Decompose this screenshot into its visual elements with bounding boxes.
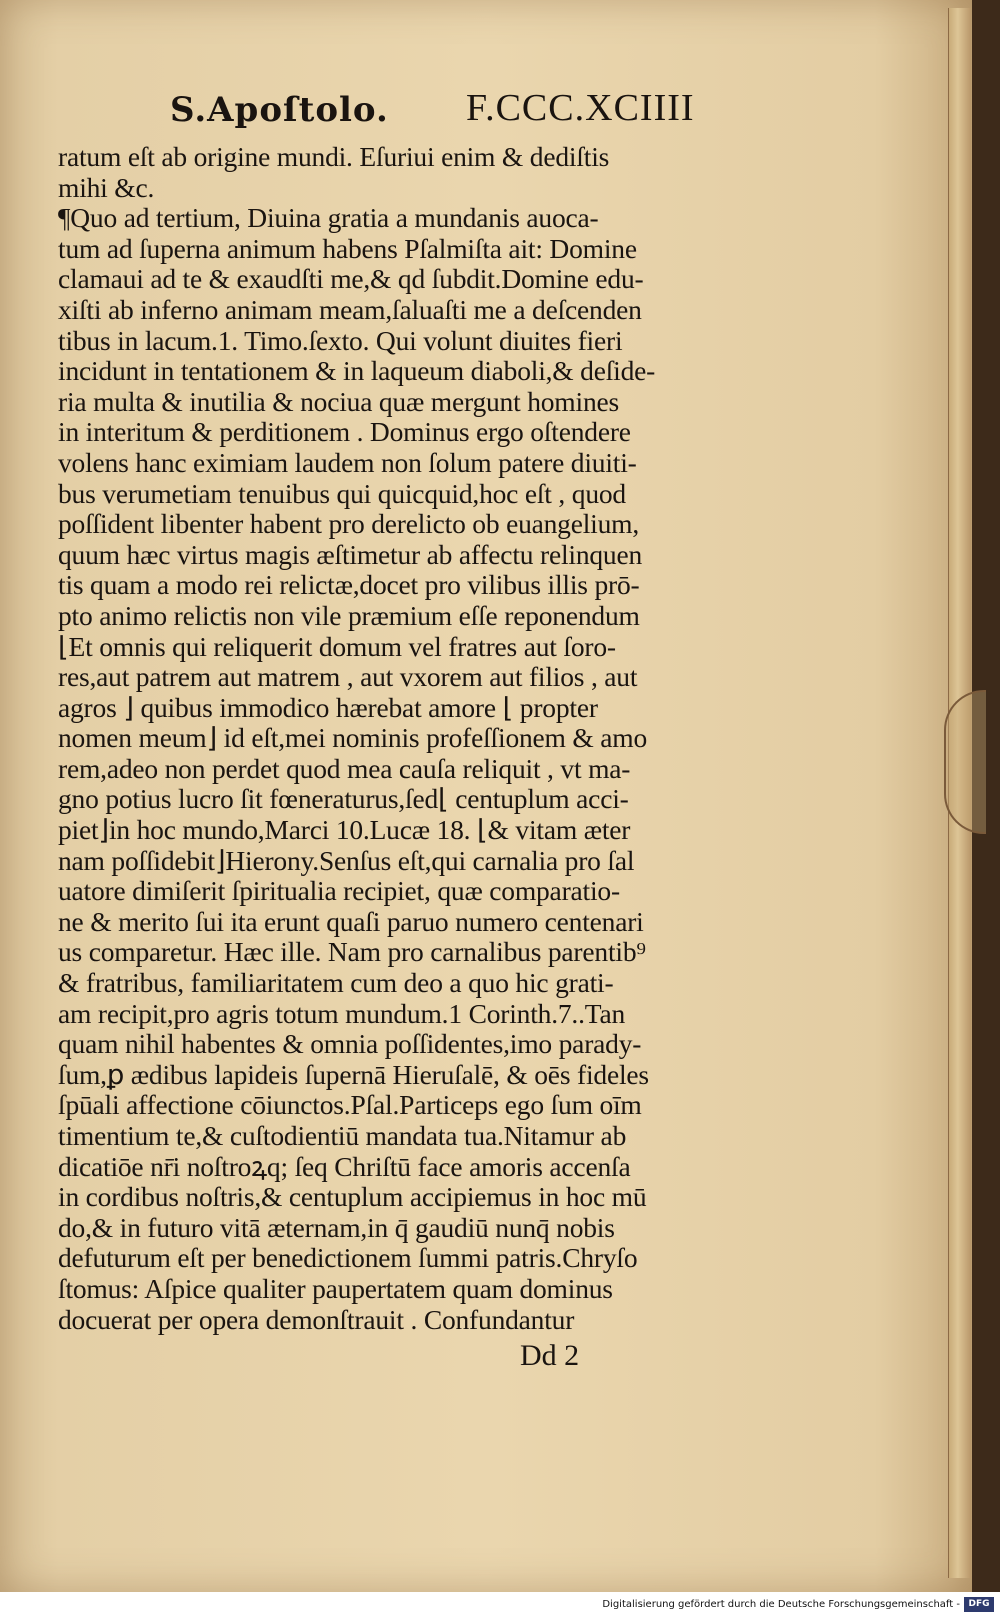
text-line: timentium te,& cuſtodientiū mandata tua.Nitamur ab bbox=[58, 1120, 627, 1151]
text-line: gno potius lucro ſit fœneraturus,ſed⌊ centuplum acci- bbox=[58, 783, 629, 815]
text-line: incidunt in tentationem & in laqueum diaboli,& deſide- bbox=[58, 355, 656, 387]
text-line: pto animo relictis non vile præmium eſſe reponendum bbox=[58, 599, 640, 631]
text-line: volens hanc eximiam laudem non ſolum patere diuiti- bbox=[58, 446, 637, 478]
text-line: quam nihil habentes & omnia poſſidentes,imo parady- bbox=[58, 1028, 642, 1060]
text-line: defuturum eſt per benedictionem ſummi patris.Chryſo bbox=[58, 1242, 638, 1274]
text-line: bus verumetiam tenuibus qui quicquid,hoc eſt , quod bbox=[58, 477, 626, 509]
text-line: ¶Quo ad tertium, Diuina gratia a mundanis auoca- bbox=[58, 202, 599, 234]
text-line: nam poſſidebit⌋Hierony.Senſus eſt,qui carnalia pro ſal bbox=[58, 844, 635, 876]
text-line: tibus in lacum.1. Timo.ſexto. Qui volunt diuites fieri bbox=[58, 324, 623, 356]
text-line: mihi &c. bbox=[58, 171, 155, 203]
text-line: quum hæc virtus magis æſtimetur ab affectu relinquen bbox=[58, 538, 643, 570]
text-line: agros ⌋ quibus immodico hærebat amore ⌊ propter bbox=[58, 691, 598, 723]
text-line: rem,adeo non perdet quod mea cauſa reliquit , vt ma- bbox=[58, 752, 631, 784]
folio-number: F.CCC.XCIIII bbox=[466, 87, 695, 129]
body-text bbox=[58, 142, 738, 1335]
text-line: tis quam a modo rei relictæ,docet pro vilibus illis prō- bbox=[58, 569, 640, 601]
text-line: ria multa & inutilia & nociua quæ mergunt homines bbox=[58, 385, 619, 417]
printed-text-area bbox=[58, 82, 738, 1379]
text-line: res,aut patrem aut matrem , aut vxorem aut filios , aut bbox=[58, 661, 638, 693]
text-line: uatore dimiſerit ſpiritualia recipiet, quæ comparatio- bbox=[58, 875, 620, 907]
text-line: docuerat per opera demonſtrauit . Confundantur bbox=[58, 1303, 575, 1335]
text-line: & fratribus, familiaritatem cum deo a quo hic grati- bbox=[58, 967, 614, 999]
signature-row bbox=[58, 1339, 738, 1379]
text-line: nomen meum⌋ id eſt,mei nominis profeſſionem & amo bbox=[58, 722, 648, 754]
signature-mark: Dd 2 bbox=[520, 1339, 580, 1373]
digitization-footer bbox=[0, 1592, 1000, 1620]
funding-credit: Digitalisierung gefördert durch die Deutsche Forschungsgemeinschaft - bbox=[602, 1599, 960, 1610]
text-line: in interitum & perditionem . Dominus ergo oſtendere bbox=[58, 416, 631, 448]
text-line: tum ad ſuperna animum habens Pſalmiſta ait: Domine bbox=[58, 232, 637, 264]
book-clasp bbox=[944, 690, 986, 834]
running-head-title: S.Apoſtolo. bbox=[170, 90, 389, 130]
text-line: do,& in futuro vitā æternam,in q̄ gaudiū nunq̄ nobis bbox=[58, 1211, 615, 1243]
text-line: poſſident libenter habent pro derelicto ob euangelium, bbox=[58, 508, 640, 540]
dfg-logo: DFG bbox=[964, 1597, 994, 1612]
text-line: ſtomus: Aſpice qualiter paupertatem quam dominus bbox=[58, 1272, 613, 1304]
text-line: clamaui ad te & exaudſti me,& qd ſubdit.Domine edu- bbox=[58, 263, 644, 295]
text-line: am recipit,pro agris totum mundum.1 Corinth.7..Tan bbox=[58, 997, 626, 1029]
text-line: xiſti ab inferno animam meam,ſaluaſti me a deſcenden bbox=[58, 293, 642, 325]
text-line: ſpūali affectione cōiunctos.Pſal.Particeps ego ſum oīm bbox=[58, 1089, 642, 1121]
running-head bbox=[58, 82, 738, 142]
text-line: in cordibus noſtris,& centuplum accipiemus in hoc mū bbox=[58, 1181, 647, 1213]
text-line: ne & merito ſui ita erunt quaſi paruo numero centenari bbox=[58, 905, 644, 937]
text-line: us comparetur. Hæc ille. Nam pro carnalibus parentib⁹ bbox=[58, 936, 646, 968]
text-line: ratum eſt ab origine mundi. Eſuriui enim & dediſtis bbox=[58, 141, 610, 172]
text-line: piet⌋in hoc mundo,Marci 10.Lucæ 18. ⌊& vitam æter bbox=[58, 814, 631, 846]
text-line: ſum,ꝑ ædibus lapideis ſupernā Hieruſalē, & oēs fideles bbox=[58, 1058, 649, 1090]
text-line: dicatiōe nr̄i noſtroꝝq; ſeq Chriſtū face amoris accenſa bbox=[58, 1150, 631, 1182]
text-line: ⌊Et omnis qui reliquerit domum vel fratres aut ſoro- bbox=[58, 630, 616, 662]
